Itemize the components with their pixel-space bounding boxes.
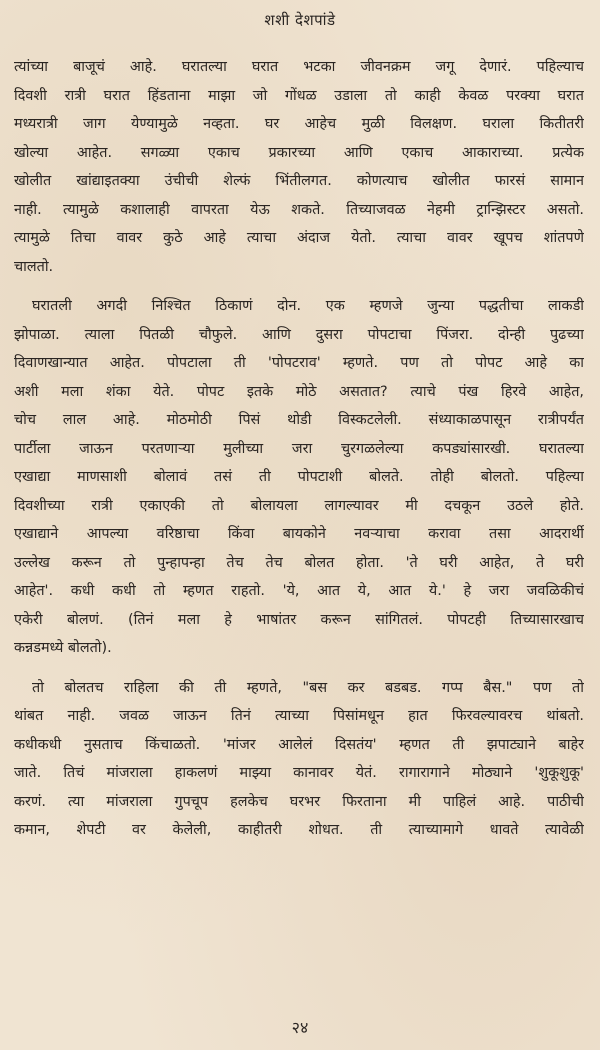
text-line: कधीकधी नुसताच किंचाळतो. 'मांजर आलेलं दिसतंय' म्हणत ती झपाट्याने बाहेर [14,736,584,753]
text-line: करणं. त्या मांजराला गुपचूप हलकेच घरभर फिरताना मी पाहिलं आहे. पाठीची [14,793,584,810]
text-line: एखाद्या माणसाशी बोलावं तसं ती पोपटाशी बोलते. तोही बोलतो. पहिल्या [14,469,584,485]
text-line: अशी मला शंका येते. पोपट इतके मोठे असतात? त्याचे पंख हिरवे आहेत, [14,383,584,400]
paragraph-1 [14,53,584,281]
text-line: नाही. त्यामुळे कशालाही वापरता येऊ शकते. तिच्याजवळ नेहमी ट्रान्झिस्टर असतो. [14,201,584,218]
paragraph-3 [14,674,584,845]
text-line: घरातली अगदी निश्चित ठिकाणं दोन. एक म्हणजे जुन्या पद्धतीचा लाकडी [32,298,584,314]
paragraph-2 [14,292,584,663]
text-line: चालतो. [14,258,54,275]
text-line: चोच लाल आहे. मोठमोठी पिसं थोडी विस्कटलेली. संध्याकाळपासून रात्रीपर्यंत [14,412,584,428]
text-line: आहेत'. कधी कधी तो म्हणत राहतो. 'ये, आत ये, आत ये.' हे जरा जवळिकीचं [14,583,584,599]
text-line: दिवाणखान्यात आहेत. पोपटाला ती 'पोपटराव' म्हणते. पण तो पोपट आहे का [14,355,584,371]
text-line: झोपाळा. त्याला पितळी चौफुले. आणि दुसरा पोपटाचा पिंजरा. दोन्ही पुढच्या [14,326,584,343]
page-number: २४ [291,1018,309,1037]
text-line: जाते. तिचं मांजराला हाकलणं माझ्या कानावर येतं. रागारागाने मोठ्याने 'शुकूशुकू' [14,765,584,781]
text-line: कमान, शेपटी वर केलेली, काहीतरी शोधत. ती त्याच्यामागे धावते त्यावेळी [14,822,584,838]
text-line: एखाद्याने आपल्या वरिष्ठाचा किंवा बायकोने नवऱ्याचा करावा तसा आदरार्थी [14,526,584,542]
text-line: खोलीत खांद्याइतक्या उंचीची शेल्फं भिंतीलगत. कोणत्याच खोलीत फारसं सामान [14,173,584,189]
text-line: कन्नडमध्ये बोलतो). [14,640,112,656]
running-header: शशी देशपांडे [264,11,336,29]
text-line: त्यांच्या बाजूचं आहे. घरातल्या घरात भटका जीवनक्रम जगू देणारं. पहिल्याच [14,59,584,75]
text-line: उल्लेख करून तो पुन्हापन्हा तेच तेच बोलत होता. 'ते घरी आहेत, ते घरी [14,554,584,571]
text-line: दिवशीच्या रात्री एकाएकी तो बोलायला लागल्यावर मी दचकून उठले होते. [14,497,584,514]
text-line: एकेरी बोलणं. (तिनं मला हे भाषांतर करून सांगितलं. पोपटही तिच्यासारखाच [14,611,584,628]
text-line: मध्यरात्री जाग येण्यामुळे नव्हता. घर आहेच मुळी विलक्षण. घराला कितीतरी [14,116,584,132]
text-line: त्यामुळे तिचा वावर कुठे आहे त्याचा अंदाज येतो. त्याचा वावर खूपच शांतपणे [14,230,584,246]
text-line: खोल्या आहेत. सगळ्या एकाच प्रकारच्या आणि एकाच आकाराच्या. प्रत्येक [14,144,584,161]
page-body [14,53,584,845]
text-line: पार्टीला जाऊन परतणाऱ्या मुलीच्या जरा चुरगळलेल्या कपड्यांसारखी. घरातल्या [14,440,584,457]
text-line: दिवशी रात्री घरात हिंडताना माझा जो गोंधळ उडाला तो काही केवळ परक्या घरात [14,87,584,104]
text-line: तो बोलतच राहिला की ती म्हणते, "बस कर बडबड. गप्प बैस." पण तो [32,679,584,696]
text-line: थांबत नाही. जवळ जाऊन तिनं त्याच्या पिसांमधून हात फिरवल्यावरच थांबतो. [14,708,584,724]
